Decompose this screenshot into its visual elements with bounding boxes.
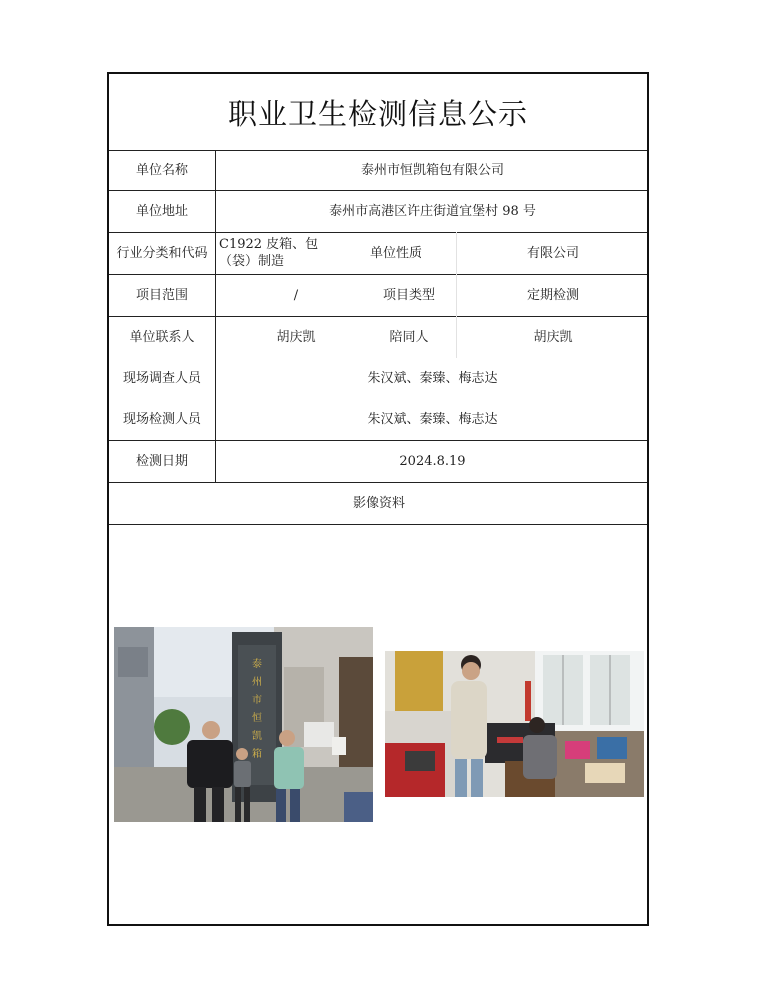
- test-date-value: 2024.8.19: [399, 453, 466, 469]
- photo-site-gate: [114, 627, 373, 822]
- unit-address-label: 单位地址: [135, 203, 188, 219]
- survey-staff-label: 现场调查人员: [122, 371, 201, 386]
- unit-nature-label: 单位性质: [369, 245, 422, 261]
- project-type-label: 项目类型: [382, 287, 435, 303]
- escort-value: 胡庆凯: [533, 329, 573, 345]
- photo-office-inspection: [385, 651, 644, 797]
- contact-value: 胡庆凯: [276, 329, 316, 345]
- page-title: 职业卫生检测信息公示: [227, 96, 528, 131]
- contact-label: 单位联系人: [129, 329, 195, 345]
- svg-text:凯: 凯: [252, 731, 262, 742]
- section-header-images: 影像资料: [352, 495, 405, 511]
- svg-text:市: 市: [252, 695, 262, 706]
- unit-address-value: 泰州市高港区许庄街道宜堡村 98 号: [329, 203, 536, 219]
- testing-staff-value: 朱汉斌、秦臻、梅志达: [367, 412, 498, 427]
- project-scope-label: 项目范围: [135, 287, 188, 303]
- project-type-value: 定期检测: [526, 287, 579, 303]
- industry-value: C1922 皮箱、包（袋）制造: [219, 237, 319, 269]
- svg-text:恒: 恒: [252, 713, 262, 724]
- unit-name-value: 泰州市恒凯箱包有限公司: [360, 162, 504, 178]
- test-date-label: 检测日期: [135, 453, 188, 469]
- testing-staff-label: 现场检测人员: [122, 412, 201, 427]
- svg-text:州: 州: [252, 677, 262, 688]
- svg-text:箱: 箱: [252, 749, 262, 760]
- project-scope-value: /: [293, 287, 299, 303]
- industry-label: 行业分类和代码: [116, 245, 208, 261]
- unit-name-label: 单位名称: [135, 162, 188, 178]
- divider: [109, 524, 647, 525]
- escort-label: 陪同人: [389, 329, 429, 345]
- svg-text:泰: 泰: [252, 659, 262, 670]
- unit-nature-value: 有限公司: [526, 245, 579, 261]
- survey-staff-value: 朱汉斌、秦臻、梅志达: [367, 371, 498, 386]
